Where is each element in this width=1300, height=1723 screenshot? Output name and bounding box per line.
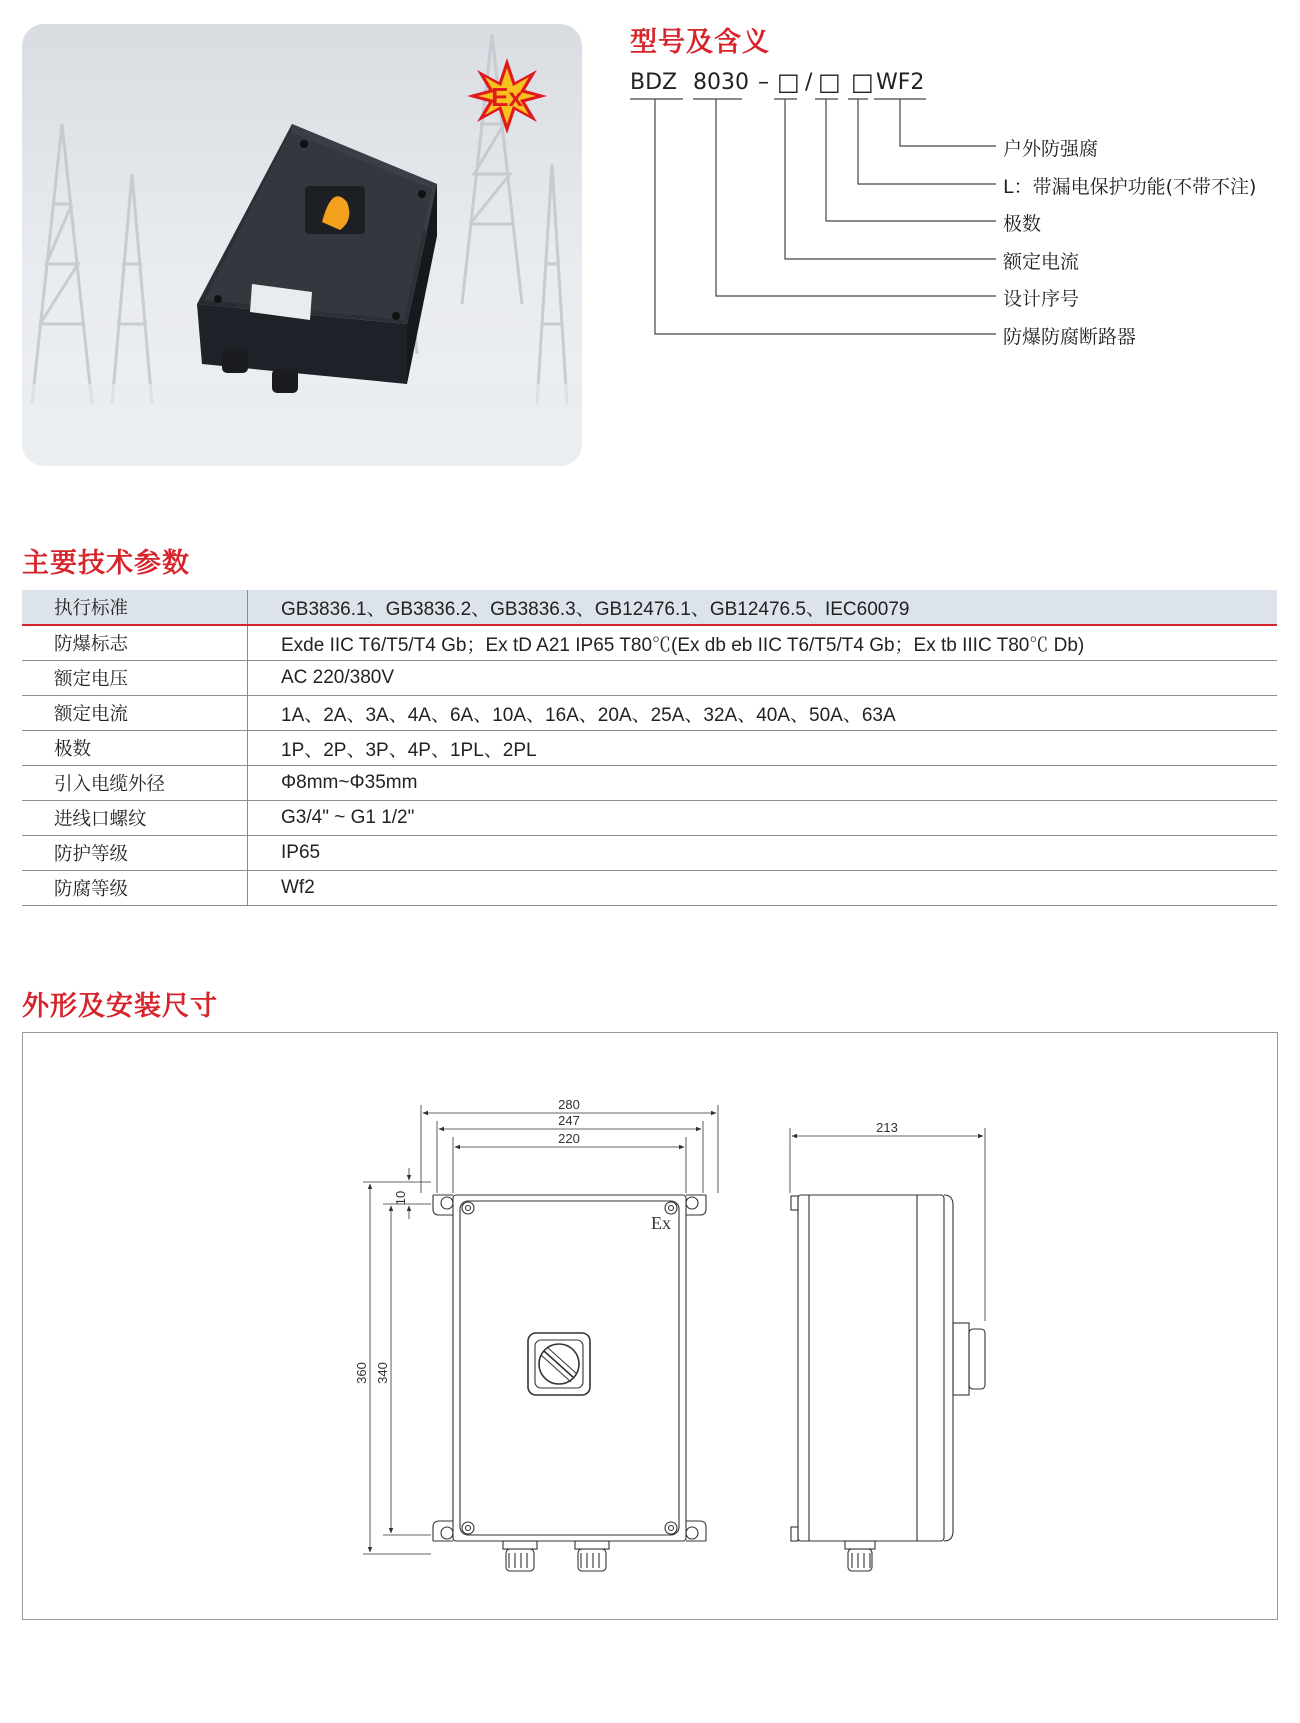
spec-key: 极数 (22, 731, 248, 766)
code-part-design: 8030 (693, 70, 749, 95)
code-part-outdoor: WF2 (876, 70, 925, 95)
dimension-section-title: 外形及安装尺寸 (22, 991, 218, 1022)
dim-height-overall: 360 (354, 1362, 369, 1384)
table-row (22, 801, 1277, 836)
code-part-current-box: □ (777, 68, 800, 96)
dim-width-body: 220 (558, 1131, 580, 1146)
model-code-diagram (0, 0, 1300, 360)
spec-key: 执行标准 (22, 590, 248, 625)
spec-key: 引入电缆外径 (22, 766, 248, 801)
side-view (790, 1128, 985, 1571)
spec-value: 1P、2P、3P、4P、1PL、2PL (248, 731, 1278, 766)
front-view (363, 1105, 718, 1571)
code-part-leakage-box: □ (851, 68, 874, 96)
spec-value: GB3836.1、GB3836.2、GB3836.3、GB12476.1、GB12476.5、IEC60079 (248, 590, 1278, 625)
spec-value: Exde IIC T6/T5/T4 Gb；Ex tD A21 IP65 T80℃(Ex db eb IIC T6/T5/T4 Gb；Ex tb IIIC T80℃ Db) (248, 625, 1278, 661)
front-cable-gland-left (503, 1541, 537, 1571)
dim-width-holes: 247 (558, 1113, 580, 1128)
legend-series: 防爆防腐断路器 (1003, 326, 1137, 348)
dim-height-holes: 340 (375, 1362, 390, 1384)
legend-current: 额定电流 (1003, 251, 1080, 273)
side-cable-gland (845, 1541, 875, 1571)
code-part-dash: – (758, 70, 769, 95)
table-row (22, 766, 1277, 801)
spec-key: 防腐等级 (22, 871, 248, 906)
legend-outdoor: 户外防强腐 (1003, 138, 1099, 160)
spec-key: 额定电流 (22, 696, 248, 731)
table-row (22, 836, 1277, 871)
code-part-slash: / (805, 70, 813, 95)
dimension-drawing-box (22, 1032, 1278, 1620)
spec-value: IP65 (248, 836, 1278, 871)
dim-depth: 213 (876, 1120, 898, 1135)
code-part-series: BDZ (630, 70, 678, 95)
table-row (22, 731, 1277, 766)
dimension-drawing (23, 1033, 1277, 1619)
spec-section-title: 主要技术参数 (22, 548, 190, 579)
table-row (22, 871, 1277, 906)
spec-table (22, 590, 1277, 906)
spec-value: 1A、2A、3A、4A、6A、10A、16A、20A、25A、32A、40A、50A、63A (248, 696, 1278, 731)
legend-design: 设计序号 (1003, 288, 1080, 310)
ex-badge-label: Ex (491, 82, 523, 112)
spec-value: AC 220/380V (248, 661, 1278, 696)
model-section-title: 型号及含义 (630, 27, 770, 58)
spec-key: 防爆标志 (22, 625, 248, 661)
dim-flange: 10 (393, 1190, 408, 1206)
front-ex-marking: Ex (651, 1213, 671, 1233)
spec-key: 防护等级 (22, 836, 248, 871)
table-row (22, 625, 1277, 661)
legend-leakage: L：带漏电保护功能(不带不注) (1003, 176, 1257, 198)
legend-poles: 极数 (1003, 213, 1042, 235)
spec-key: 额定电压 (22, 661, 248, 696)
spec-value: Wf2 (248, 871, 1278, 906)
table-row (22, 590, 1277, 625)
table-row (22, 696, 1277, 731)
front-cable-gland-right (575, 1541, 609, 1571)
dim-width-overall: 280 (558, 1097, 580, 1112)
code-part-poles-box: □ (818, 68, 841, 96)
spec-key: 进线口螺纹 (22, 801, 248, 836)
spec-value: Φ8mm~Φ35mm (248, 766, 1278, 801)
spec-value: G3/4" ~ G1 1/2" (248, 801, 1278, 836)
table-row (22, 661, 1277, 696)
